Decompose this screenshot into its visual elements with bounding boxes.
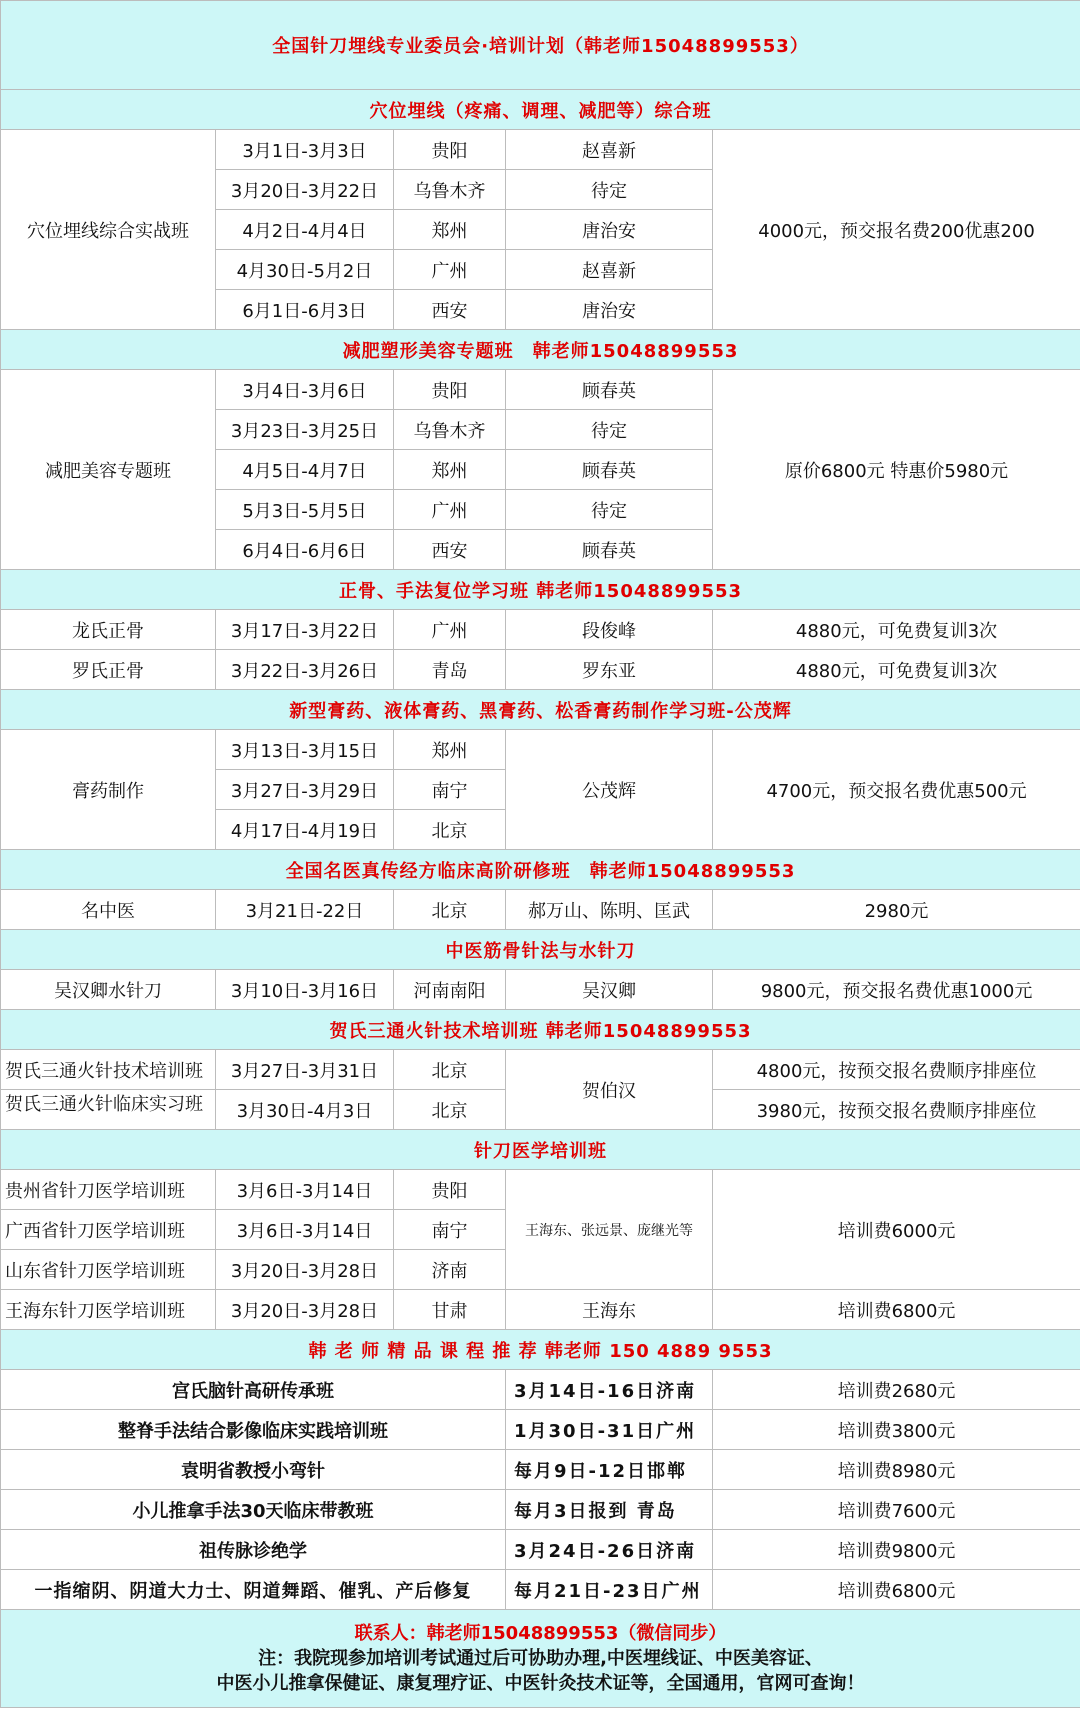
table-row: [1, 1450, 1080, 1490]
teacher-cell: 顾春英: [506, 530, 713, 570]
table-row: [1, 1290, 1080, 1330]
city-cell: 济南: [394, 1250, 506, 1290]
table-row: [1, 650, 1080, 690]
date-cell: 3月6日-3月14日: [216, 1170, 394, 1210]
date-cell: 4月30日-5月2日: [216, 250, 394, 290]
city-cell: 乌鲁木齐: [394, 410, 506, 450]
course-name: 龙氏正骨: [1, 610, 216, 650]
section-heading: [1, 690, 1080, 730]
date-cell: 6月1日-6月3日: [216, 290, 394, 330]
teacher-cell: 王海东: [506, 1290, 713, 1330]
price-cell: 3980元，按预交报名费顺序排座位: [713, 1090, 1080, 1130]
table-row: [1, 1490, 1080, 1530]
city-cell: 青岛: [394, 650, 506, 690]
price-cell: 培训费6800元: [713, 1570, 1080, 1610]
course-name: 祖传脉诊绝学: [1, 1530, 506, 1570]
price-cell: 4880元，可免费复训3次: [713, 650, 1080, 690]
price-cell: 培训费3800元: [713, 1410, 1080, 1450]
date-cell: 3月13日-3月15日: [216, 730, 394, 770]
section-heading: [1, 90, 1080, 130]
teacher-cell: 段俊峰: [506, 610, 713, 650]
table-row: [1, 1370, 1080, 1410]
date-cell: 3月4日-3月6日: [216, 370, 394, 410]
price-cell: 培训费7600元: [713, 1490, 1080, 1530]
price-cell: 9800元，预交报名费优惠1000元: [713, 970, 1080, 1010]
city-cell: 甘肃: [394, 1290, 506, 1330]
famous-heading: 全国名医真传经方临床高阶研修班 韩老师15048899553: [1, 850, 1080, 890]
course-name: 宫氏脑针高研传承班: [1, 1370, 506, 1410]
city-cell: 南宁: [394, 1210, 506, 1250]
date-cell: 6月4日-6月6日: [216, 530, 394, 570]
city-cell: 广州: [394, 250, 506, 290]
course-name: 贺氏三通火针技术培训班: [1, 1050, 216, 1090]
date-cell: 3月6日-3月14日: [216, 1210, 394, 1250]
date-cell: 3月27日-3月29日: [216, 770, 394, 810]
footer-row: [1, 1610, 1080, 1708]
time-place-cell: 每月3日报到 青岛: [506, 1490, 713, 1530]
city-cell: 郑州: [394, 730, 506, 770]
price-cell: 4700元，预交报名费优惠500元: [713, 730, 1080, 850]
date-cell: 3月17日-3月22日: [216, 610, 394, 650]
price-cell: 4000元，预交报名费200优惠200: [713, 130, 1080, 330]
footer-notes: [1, 1610, 1080, 1708]
course-name: 袁明省教授小弯针: [1, 1450, 506, 1490]
date-cell: 3月10日-3月16日: [216, 970, 394, 1010]
time-place-cell: 1月30日-31日广州: [506, 1410, 713, 1450]
price-cell: 4880元，可免费复训3次: [713, 610, 1080, 650]
city-cell: 北京: [394, 890, 506, 930]
page-title: 全国针刀埋线专业委员会·培训计划（韩老师15048899553）: [1, 1, 1080, 90]
city-cell: 北京: [394, 1050, 506, 1090]
date-cell: 3月20日-3月22日: [216, 170, 394, 210]
title-row: [1, 1, 1080, 90]
time-place-cell: 每月9日-12日邯郸: [506, 1450, 713, 1490]
table-row: [1, 1530, 1080, 1570]
price-cell: 培训费8980元: [713, 1450, 1080, 1490]
city-cell: 西安: [394, 290, 506, 330]
price-cell: 培训费2680元: [713, 1370, 1080, 1410]
date-cell: 3月20日-3月28日: [216, 1250, 394, 1290]
table-row: [1, 970, 1080, 1010]
teacher-cell: 顾春英: [506, 450, 713, 490]
city-cell: 广州: [394, 490, 506, 530]
recommend-heading: 韩 老 师 精 品 课 程 推 荐 韩老师 150 4889 9553: [1, 1330, 1080, 1370]
fire-heading: 贺氏三通火针技术培训班 韩老师15048899553: [1, 1010, 1080, 1050]
course-name: 整脊手法结合影像临床实践培训班: [1, 1410, 506, 1450]
date-cell: 3月30日-4月3日: [216, 1090, 394, 1130]
date-cell: 3月27日-3月31日: [216, 1050, 394, 1090]
teacher-cell: 唐治安: [506, 210, 713, 250]
city-cell: 北京: [394, 1090, 506, 1130]
note-line-2: 中医小儿推拿保健证、康复理疗证、中医针灸技术证等，全国通用，官网可查询！: [216, 1673, 865, 1694]
course-name: 罗氏正骨: [1, 650, 216, 690]
course-name: 广西省针刀医学培训班: [1, 1210, 216, 1250]
course-name: 一指缩阴、阴道大力士、阴道舞蹈、催乳、产后修复: [1, 1570, 506, 1610]
price-cell: 培训费6800元: [713, 1290, 1080, 1330]
course-name-cell: [1, 1090, 216, 1130]
time-place-cell: 每月21日-23日广州: [506, 1570, 713, 1610]
price-cell: 原价6800元 特惠价5980元: [713, 370, 1080, 570]
table-row: [1, 370, 1080, 410]
teacher-cell: 贺伯汉: [506, 1050, 713, 1130]
city-cell: 郑州: [394, 210, 506, 250]
teacher-cell: 赵喜新: [506, 130, 713, 170]
section-heading: [1, 850, 1080, 890]
teacher-cell: 待定: [506, 490, 713, 530]
acupoint-heading: 穴位埋线（疼痛、调理、减肥等）综合班: [1, 90, 1080, 130]
teacher-cell: 罗东亚: [506, 650, 713, 690]
city-cell: 北京: [394, 810, 506, 850]
table-row: [1, 1050, 1080, 1090]
date-cell: 3月23日-3月25日: [216, 410, 394, 450]
city-cell: 河南南阳: [394, 970, 506, 1010]
course-name: 王海东针刀医学培训班: [1, 1290, 216, 1330]
teacher-cell: 顾春英: [506, 370, 713, 410]
table-row: [1, 730, 1080, 770]
course-name: 小儿推拿手法30天临床带教班: [1, 1490, 506, 1530]
date-cell: 4月17日-4月19日: [216, 810, 394, 850]
needle-heading: 针刀医学培训班: [1, 1130, 1080, 1170]
date-cell: 3月22日-3月26日: [216, 650, 394, 690]
note-line-1: 注：我院现参加培训考试通过后可协助办理,中医埋线证、中医美容证、: [258, 1648, 823, 1669]
city-cell: 贵阳: [394, 370, 506, 410]
table-row: [1, 130, 1080, 170]
water-heading: 中医筋骨针法与水针刀: [1, 930, 1080, 970]
city-cell: 贵阳: [394, 1170, 506, 1210]
section-heading: [1, 1130, 1080, 1170]
table-row: [1, 1570, 1080, 1610]
date-cell: 4月5日-4月7日: [216, 450, 394, 490]
city-cell: 乌鲁木齐: [394, 170, 506, 210]
course-name: 贺氏三通火针临床实习班: [5, 1093, 203, 1115]
city-cell: 贵阳: [394, 130, 506, 170]
section-heading: [1, 1330, 1080, 1370]
course-name: 吴汉卿水针刀: [1, 970, 216, 1010]
date-cell: 3月1日-3月3日: [216, 130, 394, 170]
course-name: 名中医: [1, 890, 216, 930]
course-name: 山东省针刀医学培训班: [1, 1250, 216, 1290]
teacher-cell: 赵喜新: [506, 250, 713, 290]
price-cell: 培训费9800元: [713, 1530, 1080, 1570]
teacher-cell: 待定: [506, 410, 713, 450]
section-heading: [1, 930, 1080, 970]
plaster-heading: 新型膏药、液体膏药、黑膏药、松香膏药制作学习班-公茂辉: [1, 690, 1080, 730]
teacher-cell: 吴汉卿: [506, 970, 713, 1010]
teacher-cell: 郝万山、陈明、匡武: [506, 890, 713, 930]
slimming-heading: 减肥塑形美容专题班 韩老师15048899553: [1, 330, 1080, 370]
bone-heading: 正骨、手法复位学习班 韩老师15048899553: [1, 570, 1080, 610]
section-heading: [1, 1010, 1080, 1050]
time-place-cell: 3月24日-26日济南: [506, 1530, 713, 1570]
price-cell: 培训费6000元: [713, 1170, 1080, 1290]
table-row: [1, 610, 1080, 650]
teacher-cell: 唐治安: [506, 290, 713, 330]
table-row: [1, 1410, 1080, 1450]
date-cell: 5月3日-5月5日: [216, 490, 394, 530]
course-name: 贵州省针刀医学培训班: [1, 1170, 216, 1210]
section-heading: [1, 330, 1080, 370]
price-cell: 2980元: [713, 890, 1080, 930]
contact-line: 联系人：韩老师15048899553（微信同步）: [354, 1623, 727, 1644]
city-cell: 郑州: [394, 450, 506, 490]
time-place-cell: 3月14日-16日济南: [506, 1370, 713, 1410]
course-name: 减肥美容专题班: [1, 370, 216, 570]
city-cell: 广州: [394, 610, 506, 650]
date-cell: 4月2日-4月4日: [216, 210, 394, 250]
table-row: [1, 890, 1080, 930]
teacher-cell: 待定: [506, 170, 713, 210]
city-cell: 西安: [394, 530, 506, 570]
section-heading: [1, 570, 1080, 610]
teacher-cell: 公茂辉: [506, 730, 713, 850]
date-cell: 3月21日-22日: [216, 890, 394, 930]
course-name: 膏药制作: [1, 730, 216, 850]
price-cell: 4800元，按预交报名费顺序排座位: [713, 1050, 1080, 1090]
city-cell: 南宁: [394, 770, 506, 810]
course-name: 穴位埋线综合实战班: [1, 130, 216, 330]
teacher-cell: 王海东、张远景、庞继光等: [506, 1170, 713, 1290]
date-cell: 3月20日-3月28日: [216, 1290, 394, 1330]
table-row: [1, 1170, 1080, 1210]
